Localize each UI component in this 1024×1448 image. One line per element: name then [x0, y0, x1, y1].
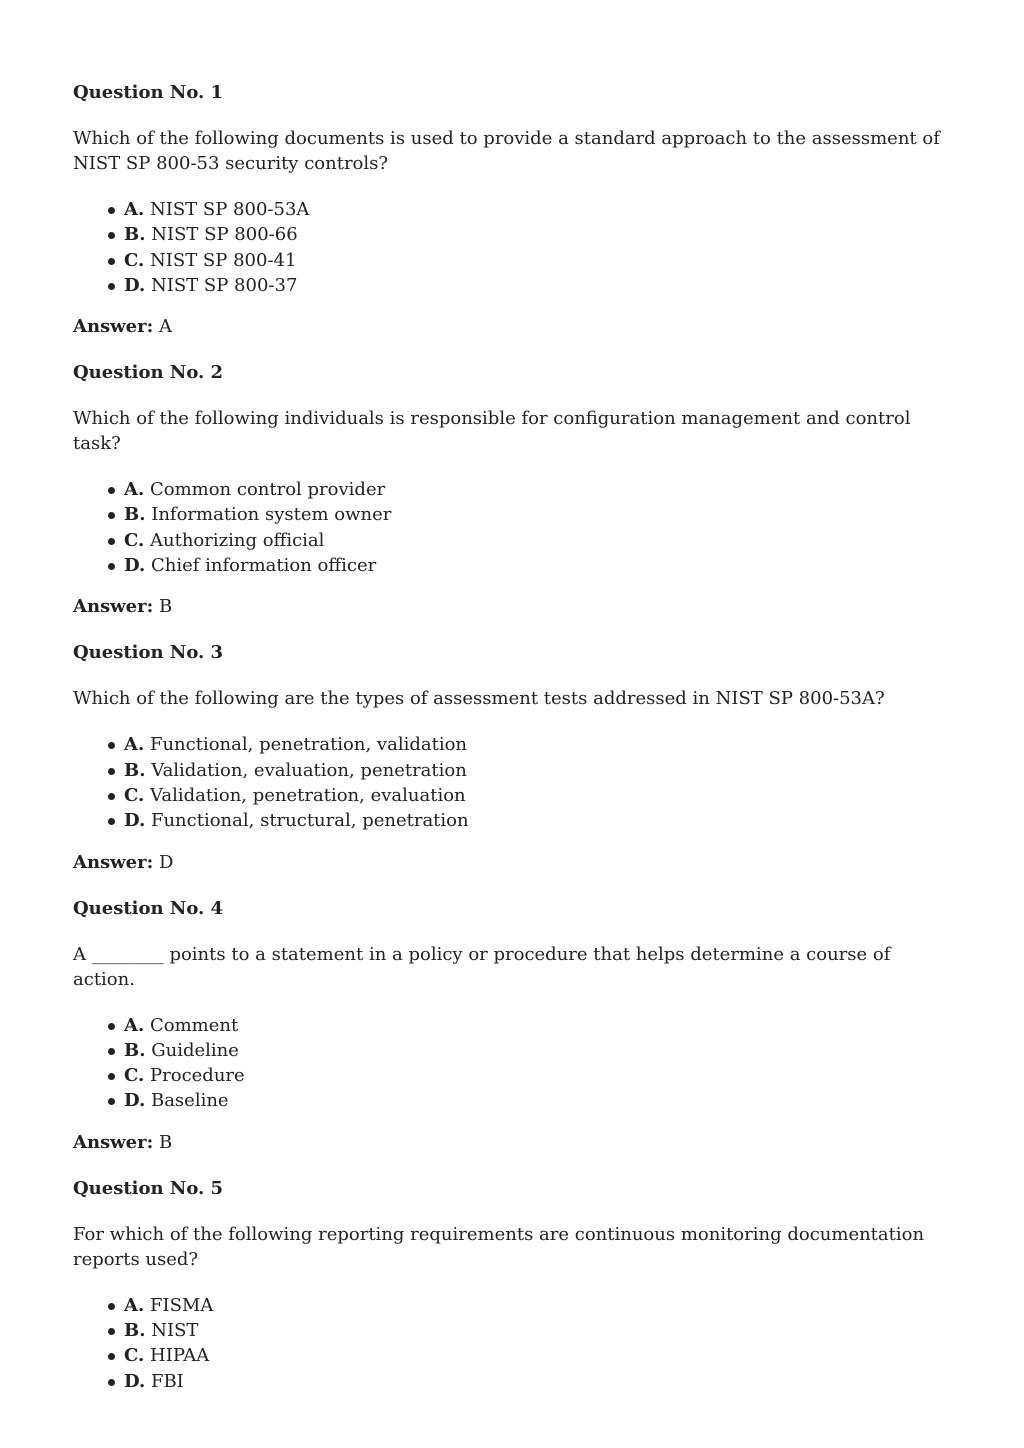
option-letter: C. — [124, 1065, 145, 1087]
answer-line — [73, 314, 951, 339]
answer-label: Answer: — [73, 316, 154, 338]
option-text: FISMA — [149, 1294, 214, 1316]
option-letter: D. — [124, 555, 146, 577]
option-text: Validation, penetration, evaluation — [150, 784, 466, 806]
option-list — [73, 477, 951, 578]
option-c — [106, 528, 951, 553]
option-c — [106, 1063, 951, 1088]
question-block-3 — [73, 640, 951, 874]
option-text: Common control provider — [149, 479, 386, 501]
option-letter: B. — [124, 1039, 146, 1061]
question-title: Question No. 3 — [73, 642, 224, 664]
option-letter: C. — [124, 1345, 145, 1367]
option-letter: C. — [124, 784, 145, 806]
option-c — [106, 783, 951, 808]
question-block-2 — [73, 360, 951, 619]
option-d — [106, 1369, 951, 1394]
option-text: Functional, penetration, validation — [149, 734, 468, 756]
option-text: HIPAA — [150, 1345, 210, 1367]
option-a — [106, 732, 951, 757]
option-d — [106, 273, 951, 298]
option-b — [106, 758, 951, 783]
option-text: Information system owner — [151, 504, 392, 526]
option-b — [106, 502, 951, 527]
option-c — [106, 248, 951, 273]
question-title: Question No. 1 — [73, 82, 224, 103]
option-list — [73, 1293, 951, 1394]
option-list — [73, 197, 951, 298]
option-text: NIST SP 800-41 — [150, 249, 297, 271]
option-b — [106, 222, 951, 247]
question-title: Question No. 5 — [73, 1177, 224, 1199]
option-list — [73, 1013, 951, 1114]
option-a — [106, 197, 951, 222]
answer-value: B — [159, 1131, 173, 1153]
option-letter: B. — [124, 224, 146, 246]
option-d — [106, 553, 951, 578]
option-letter: A. — [124, 199, 145, 220]
option-text: Validation, evaluation, penetration — [151, 759, 467, 781]
option-b — [106, 1318, 951, 1343]
answer-value: B — [159, 596, 173, 618]
option-text: Baseline — [150, 1090, 229, 1112]
answer-label: Answer: — [73, 851, 154, 873]
option-a — [106, 1293, 951, 1318]
option-text: NIST SP 800-53A — [149, 199, 310, 220]
question-text: Which of the following individuals is responsible for configuration management and control task? — [73, 408, 911, 455]
option-d — [106, 808, 951, 833]
option-text: NIST — [151, 1320, 199, 1342]
option-letter: A. — [124, 1014, 145, 1036]
question-block-5 — [73, 1176, 951, 1394]
option-letter: C. — [124, 529, 145, 551]
option-d — [106, 1088, 951, 1113]
answer-value: D — [159, 851, 174, 873]
question-text: A ________ points to a statement in a policy or procedure that helps determine a course of action. — [73, 943, 891, 990]
option-letter: A. — [124, 734, 145, 756]
option-a — [106, 1013, 951, 1038]
option-letter: D. — [124, 274, 146, 296]
question-block-4 — [73, 896, 951, 1155]
option-letter: B. — [124, 504, 146, 526]
option-letter: B. — [124, 1320, 146, 1342]
option-letter: C. — [124, 249, 145, 271]
option-letter: D. — [124, 1090, 146, 1112]
option-letter: B. — [124, 759, 146, 781]
option-c — [106, 1343, 951, 1368]
option-b — [106, 1038, 951, 1063]
option-letter: D. — [124, 810, 146, 832]
option-text: NIST SP 800-37 — [150, 274, 298, 296]
answer-line — [73, 1130, 951, 1155]
answer-line — [73, 594, 951, 619]
option-list — [73, 732, 951, 833]
answer-line — [73, 850, 951, 875]
option-a — [106, 477, 951, 502]
answer-value: A — [159, 316, 172, 338]
question-title: Question No. 4 — [73, 897, 224, 919]
question-text: Which of the following documents is used to provide a standard approach to the assessment of NIST SP 800-53 security controls? — [73, 128, 940, 174]
option-letter: D. — [124, 1370, 146, 1392]
option-text: Procedure — [150, 1065, 245, 1087]
option-text: NIST SP 800-66 — [151, 224, 298, 246]
option-text: Chief information officer — [150, 555, 377, 577]
question-text: Which of the following are the types of assessment tests addressed in NIST SP 800-53A? — [73, 688, 885, 710]
option-text: FBI — [150, 1370, 184, 1392]
answer-label: Answer: — [73, 596, 154, 618]
option-text: Authorizing official — [150, 529, 325, 551]
option-letter: A. — [124, 479, 145, 501]
question-block-1 — [73, 80, 951, 339]
answer-label: Answer: — [73, 1131, 154, 1153]
option-text: Functional, structural, penetration — [150, 810, 469, 832]
option-text: Comment — [149, 1014, 239, 1036]
option-text: Guideline — [151, 1039, 239, 1061]
question-title: Question No. 2 — [73, 362, 224, 384]
option-letter: A. — [124, 1294, 145, 1316]
question-text: For which of the following reporting requirements are continuous monitoring documentation reports used? — [73, 1223, 925, 1270]
